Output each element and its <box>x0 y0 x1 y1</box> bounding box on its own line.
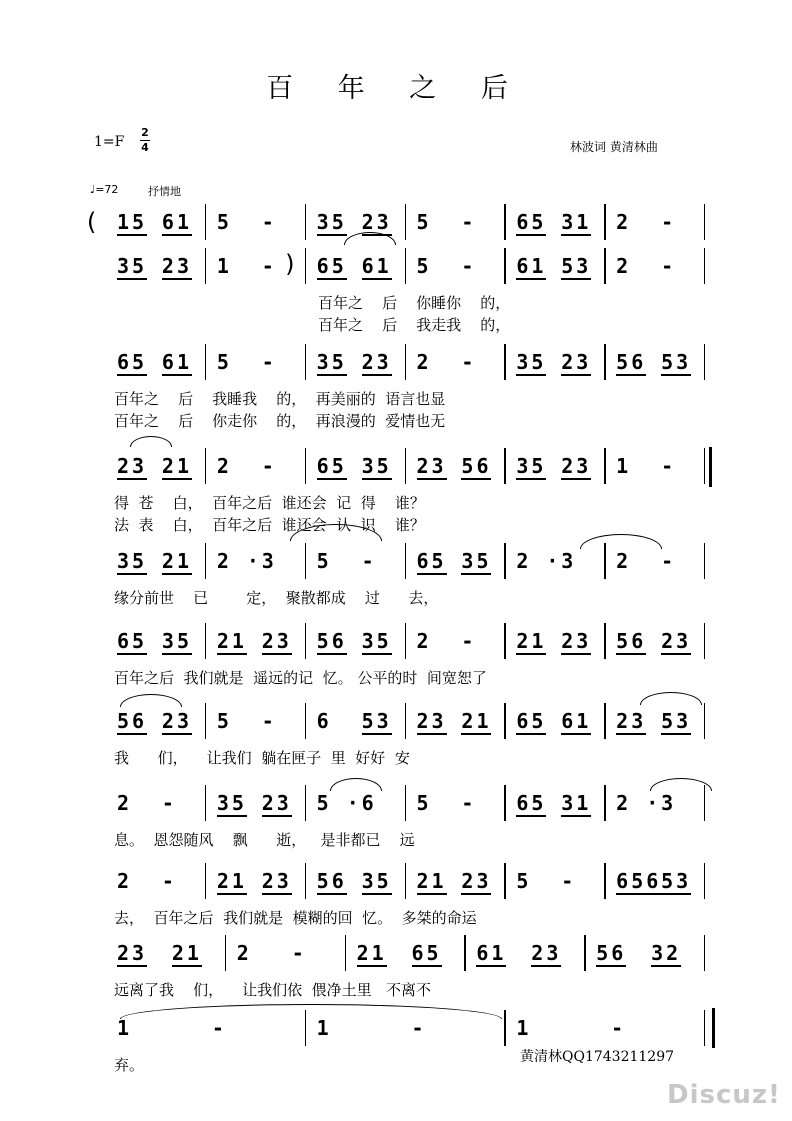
beam-underline <box>117 478 147 480</box>
note-group: 65 <box>411 941 442 965</box>
note-group: 61 <box>161 350 192 374</box>
note-group: 65 <box>316 454 347 478</box>
note-group: - <box>261 254 277 278</box>
key-signature: 1=F <box>94 134 125 150</box>
note-group: - <box>611 1016 627 1040</box>
note-group: 6 <box>361 791 377 815</box>
bar-line <box>584 935 585 971</box>
note-group: 1 <box>216 254 232 278</box>
note-group: 23 <box>616 709 647 733</box>
bar-line <box>504 248 505 284</box>
bar-line <box>305 248 306 284</box>
note-group: 56 <box>616 350 647 374</box>
beam-underline <box>661 653 691 655</box>
note-group: 2 <box>117 869 133 893</box>
bar-line <box>305 785 306 821</box>
note-group: 3 <box>261 549 277 573</box>
beam-underline <box>461 573 491 575</box>
song-title: 百 年 之 后 <box>266 73 526 104</box>
note-group: 5 <box>216 709 232 733</box>
note-group: 5 · <box>316 791 362 815</box>
bar-line <box>405 785 406 821</box>
beam-underline <box>561 815 591 817</box>
note-group: - <box>361 549 377 573</box>
meter-bottom: 4 <box>141 141 149 154</box>
note-group: 35 <box>516 454 547 478</box>
note-group: 65 <box>316 254 347 278</box>
note-group: 23 <box>561 454 592 478</box>
beam-underline <box>217 815 247 817</box>
bar-line <box>205 543 206 579</box>
bar-line <box>704 935 705 971</box>
note-group: 35 <box>117 254 148 278</box>
note-group: 56 <box>596 941 627 965</box>
note-group: 23 <box>561 629 592 653</box>
beam-underline <box>362 278 392 280</box>
note-group: 2 <box>416 350 432 374</box>
bar-line <box>405 623 406 659</box>
beam-underline <box>162 733 192 735</box>
note-group: 21 <box>461 709 492 733</box>
note-group: 2 <box>616 254 632 278</box>
bar-line <box>405 448 406 484</box>
beam-underline <box>117 733 147 735</box>
beam-underline <box>616 653 646 655</box>
note-group: 2 <box>416 629 432 653</box>
note-group: 1 <box>516 1016 532 1040</box>
note-group: 61 <box>161 210 192 234</box>
note-group: 23 <box>161 709 192 733</box>
bar-line <box>305 543 306 579</box>
note-group: 23 <box>416 709 447 733</box>
note-group: 35 <box>316 210 347 234</box>
beam-underline <box>162 278 192 280</box>
note-group: 56 <box>616 629 647 653</box>
beam-underline <box>162 374 192 376</box>
bar-line <box>704 543 705 579</box>
note-group: 65 <box>516 210 547 234</box>
bar-line <box>305 623 306 659</box>
note-group: - <box>461 210 477 234</box>
bar-line <box>704 448 705 484</box>
note-group: 35 <box>361 869 392 893</box>
beam-underline <box>362 733 392 735</box>
note-group: 21 <box>416 869 447 893</box>
bar-line <box>504 863 505 899</box>
bar-line <box>704 344 705 380</box>
lyric-line: 远离了我 们， 让我们依 偎净土里 不离不 <box>114 981 431 999</box>
bar-line <box>305 344 306 380</box>
beam-underline <box>117 965 147 967</box>
note-group: - <box>561 869 577 893</box>
note-group: 23 <box>361 210 392 234</box>
beam-underline <box>461 478 491 480</box>
note-group: 23 <box>461 869 492 893</box>
slur-tie <box>130 436 172 447</box>
bar-line <box>704 204 705 240</box>
beam-underline <box>476 965 506 967</box>
beam-underline <box>561 234 591 236</box>
bar-line <box>604 703 605 739</box>
beam-underline <box>516 478 546 480</box>
beam-underline <box>516 374 546 376</box>
beam-underline <box>651 965 681 967</box>
note-group: - <box>261 709 277 733</box>
time-signature <box>140 127 150 154</box>
note-group: 35 <box>516 350 547 374</box>
lyric-line: 百年之 后 你睡你 的， <box>318 294 511 312</box>
note-group: - <box>261 454 277 478</box>
note-group: 5 <box>316 549 332 573</box>
beam-underline <box>412 965 442 967</box>
note-group: 2 · <box>616 791 662 815</box>
signature: 黄清林QQ1743211297 <box>520 1049 675 1065</box>
bar-line <box>405 703 406 739</box>
beam-underline <box>516 278 546 280</box>
beam-underline <box>162 478 192 480</box>
lyric-line: 得 苍 白， 百年之后 谁还会 记 得 谁？ <box>114 494 425 512</box>
beam-underline <box>417 573 447 575</box>
beam-underline <box>531 965 561 967</box>
note-group: 21 <box>216 629 247 653</box>
bar-line <box>604 344 605 380</box>
note-group: - <box>161 869 177 893</box>
note-group: 23 <box>561 350 592 374</box>
note-group: 56 <box>117 709 148 733</box>
note-group: 23 <box>261 869 292 893</box>
beam-underline <box>561 374 591 376</box>
note-group: 35 <box>316 350 347 374</box>
slur-tie <box>580 534 662 549</box>
bar-line <box>504 448 505 484</box>
note-group: 2 <box>616 210 632 234</box>
bar-line <box>205 248 206 284</box>
bar-line <box>704 623 705 659</box>
beam-underline <box>117 374 147 376</box>
beam-underline <box>217 653 247 655</box>
repeat-close-paren: ) <box>283 250 298 278</box>
note-group: 61 <box>476 941 507 965</box>
note-group: 21 <box>171 941 202 965</box>
note-group: 31 <box>561 791 592 815</box>
note-group: 23 <box>361 350 392 374</box>
note-group: 21 <box>161 549 192 573</box>
slur-tie <box>120 1004 502 1019</box>
beam-underline <box>262 815 292 817</box>
note-group: 5 <box>416 791 432 815</box>
beam-underline <box>616 374 646 376</box>
beam-underline <box>661 893 691 895</box>
bar-line <box>604 623 605 659</box>
note-group: - <box>161 791 177 815</box>
beam-underline <box>362 893 392 895</box>
note-group: - <box>461 350 477 374</box>
slur-tie <box>330 778 382 791</box>
note-group: 35 <box>216 791 247 815</box>
beam-underline <box>362 478 392 480</box>
bar-line <box>205 204 206 240</box>
bar-line <box>604 863 605 899</box>
bar-line <box>504 623 505 659</box>
bar-line <box>704 248 705 284</box>
note-group: 23 <box>261 791 292 815</box>
beam-underline <box>661 374 691 376</box>
beam-underline <box>516 815 546 817</box>
bar-line <box>504 703 505 739</box>
note-group: 5 <box>516 869 532 893</box>
beam-underline <box>561 653 591 655</box>
bar-line <box>604 448 605 484</box>
bar-line <box>305 448 306 484</box>
note-group: 23 <box>117 941 148 965</box>
note-group: 65 <box>516 791 547 815</box>
note-group: 56 <box>316 869 347 893</box>
note-group: 23 <box>161 254 192 278</box>
lyric-line: 百年之 后 我睡我 的， 再美丽的 语言也显 <box>114 390 446 408</box>
beam-underline <box>317 278 347 280</box>
credits: 林波词 黄清林曲 <box>570 140 658 154</box>
bar-line <box>405 863 406 899</box>
double-bar-line <box>709 447 712 487</box>
note-group: - <box>211 1016 227 1040</box>
beam-underline <box>362 374 392 376</box>
beam-underline <box>317 893 347 895</box>
note-group: - <box>461 629 477 653</box>
beam-underline <box>162 573 192 575</box>
note-group: 35 <box>117 549 148 573</box>
bar-line <box>205 785 206 821</box>
lyric-line: 法 表 白， 百年之后 谁还会 认 识 谁？ <box>114 516 425 534</box>
note-group: 21 <box>216 869 247 893</box>
bar-line <box>604 204 605 240</box>
beam-underline <box>616 893 661 895</box>
note-group: 65 <box>416 549 447 573</box>
repeat-open-paren: ( <box>84 208 99 236</box>
bar-line <box>205 623 206 659</box>
bar-line <box>405 543 406 579</box>
note-group: 23 <box>416 454 447 478</box>
slur-tie <box>120 694 182 707</box>
note-group: 6 <box>316 709 332 733</box>
lyric-line: 我 们， 让我们 躺在匣子 里 好好 安 <box>114 749 410 767</box>
bar-line <box>345 935 346 971</box>
beam-underline <box>561 733 591 735</box>
note-group: 21 <box>356 941 387 965</box>
note-group: 1 <box>316 1016 332 1040</box>
bar-line <box>405 248 406 284</box>
bar-line <box>604 785 605 821</box>
bar-line <box>305 703 306 739</box>
bar-line <box>405 204 406 240</box>
beam-underline <box>117 573 147 575</box>
note-group: 53 <box>661 350 692 374</box>
beam-underline <box>162 234 192 236</box>
note-group: 53 <box>661 709 692 733</box>
bar-line <box>504 785 505 821</box>
bar-line <box>205 703 206 739</box>
beam-underline <box>262 893 292 895</box>
beam-underline <box>317 653 347 655</box>
lyric-line: 弃。 <box>114 1056 145 1074</box>
bar-line <box>604 248 605 284</box>
note-group: 5 <box>216 350 232 374</box>
note-group: 53 <box>661 869 692 893</box>
lyric-line: 去， 百年之后 我们就是 模糊的回 忆。 多桀的命运 <box>114 909 477 927</box>
bar-line <box>504 1010 505 1046</box>
note-group: 1 <box>616 454 632 478</box>
note-group: 61 <box>516 254 547 278</box>
note-group: 656 <box>616 869 662 893</box>
note-group: - <box>661 254 677 278</box>
bar-line <box>225 935 226 971</box>
bar-line <box>704 703 705 739</box>
note-group: 21 <box>161 454 192 478</box>
beam-underline <box>117 278 147 280</box>
bar-line <box>405 344 406 380</box>
note-group: 2 · <box>516 549 562 573</box>
beam-underline <box>117 653 147 655</box>
note-group: 23 <box>661 629 692 653</box>
beam-underline <box>262 653 292 655</box>
note-group: 23 <box>261 629 292 653</box>
beam-underline <box>317 374 347 376</box>
note-group: 31 <box>561 210 592 234</box>
double-bar-line <box>712 1008 715 1048</box>
bar-line <box>205 448 206 484</box>
tempo-marking: ♩=72 <box>90 183 119 196</box>
beam-underline <box>417 478 447 480</box>
note-group: - <box>661 454 677 478</box>
beam-underline <box>172 965 202 967</box>
bar-line <box>504 344 505 380</box>
lyric-line: 百年之 后 你走你 的， 再浪漫的 爱情也无 <box>114 412 446 430</box>
beam-underline <box>417 733 447 735</box>
watermark: Discuz! <box>667 1080 781 1110</box>
bar-line <box>205 863 206 899</box>
beam-underline <box>561 478 591 480</box>
note-group: 23 <box>531 941 562 965</box>
lyric-line: 缘分前世 已 定， 聚散都成 过 去， <box>114 589 439 607</box>
note-group: - <box>461 791 477 815</box>
note-group: 35 <box>361 454 392 478</box>
note-group: 5 <box>416 210 432 234</box>
note-group: 65 <box>117 350 148 374</box>
bar-line <box>305 204 306 240</box>
note-group: - <box>261 350 277 374</box>
beam-underline <box>516 733 546 735</box>
note-group: 35 <box>361 629 392 653</box>
beam-underline <box>661 733 691 735</box>
note-group: 5 <box>216 210 232 234</box>
bar-line <box>704 1010 705 1046</box>
note-group: 3 <box>561 549 577 573</box>
beam-underline <box>616 733 646 735</box>
note-group: 61 <box>561 709 592 733</box>
beam-underline <box>317 478 347 480</box>
beam-underline <box>362 653 392 655</box>
beam-underline <box>162 653 192 655</box>
note-group: 2 <box>236 941 252 965</box>
beam-underline <box>461 733 491 735</box>
note-group: 35 <box>161 629 192 653</box>
note-group: 61 <box>361 254 392 278</box>
beam-underline <box>461 893 491 895</box>
note-group: 3 <box>661 791 677 815</box>
note-group: 35 <box>461 549 492 573</box>
note-group: 56 <box>461 454 492 478</box>
bar-line <box>305 863 306 899</box>
note-group: - <box>461 254 477 278</box>
slur-tie <box>640 692 702 705</box>
bar-line <box>704 863 705 899</box>
note-group: 65 <box>516 709 547 733</box>
note-group: - <box>261 210 277 234</box>
beam-underline <box>596 965 626 967</box>
note-group: 2 <box>616 549 632 573</box>
beam-underline <box>561 278 591 280</box>
note-group: 2 <box>216 454 232 478</box>
beam-underline <box>357 965 387 967</box>
beam-underline <box>217 893 247 895</box>
bar-line <box>504 204 505 240</box>
note-group: 5 <box>416 254 432 278</box>
beam-underline <box>317 234 347 236</box>
note-group: 53 <box>561 254 592 278</box>
note-group: 1 <box>117 1016 133 1040</box>
note-group: 53 <box>361 709 392 733</box>
slur-tie <box>650 778 712 791</box>
lyric-line: 息。 恩怨随风 飘 逝， 是非都已 远 <box>114 831 415 849</box>
note-group: - <box>411 1016 427 1040</box>
note-group: 23 <box>117 454 148 478</box>
note-group: 32 <box>651 941 682 965</box>
beam-underline <box>516 234 546 236</box>
beam-underline <box>417 893 447 895</box>
meter-top: 2 <box>141 126 149 139</box>
note-group: - <box>661 549 677 573</box>
expression-marking: 抒情地 <box>148 185 181 198</box>
bar-line <box>464 935 465 971</box>
lyric-line: 百年之后 我们就是 遥远的记 忆。 公平的时 间宽恕了 <box>114 669 487 687</box>
beam-underline <box>516 653 546 655</box>
lyric-line: 百年之 后 我走我 的， <box>318 316 511 334</box>
beam-underline <box>117 234 147 236</box>
note-group: 15 <box>117 210 148 234</box>
bar-line <box>205 344 206 380</box>
note-group: 2 · <box>216 549 262 573</box>
note-group: 56 <box>316 629 347 653</box>
note-group: - <box>291 941 307 965</box>
note-group: 2 <box>117 791 133 815</box>
note-group: 65 <box>117 629 148 653</box>
bar-line <box>504 543 505 579</box>
note-group: 21 <box>516 629 547 653</box>
note-group: - <box>661 210 677 234</box>
